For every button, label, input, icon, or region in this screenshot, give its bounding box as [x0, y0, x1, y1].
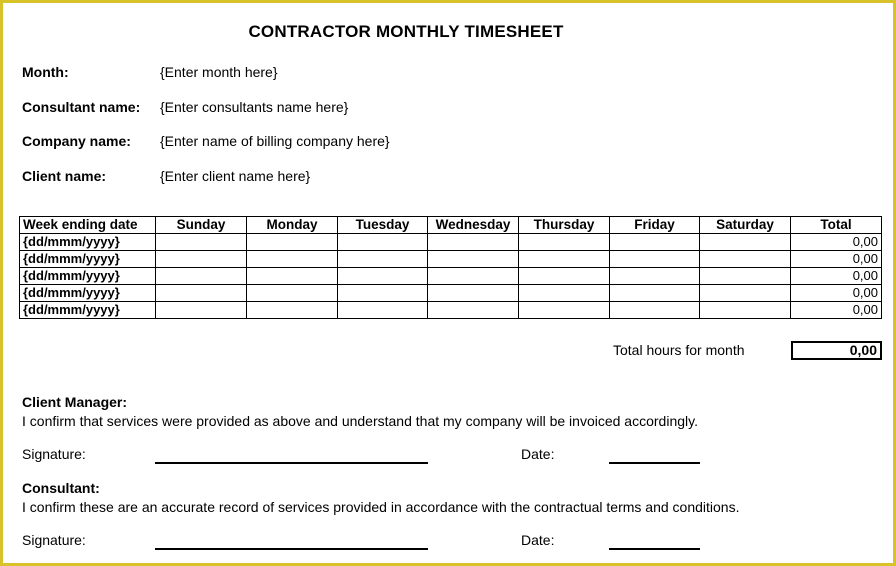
page-title: CONTRACTOR MONTHLY TIMESHEET — [248, 22, 564, 41]
saturday-cell[interactable] — [700, 234, 791, 251]
week-ending-cell[interactable]: {dd/mmm/yyyy} — [20, 285, 156, 302]
wednesday-cell[interactable] — [428, 251, 519, 268]
col-header-thursday: Thursday — [519, 217, 610, 234]
tuesday-cell[interactable] — [338, 234, 428, 251]
total-hours-value: 0,00 — [791, 341, 882, 360]
week-ending-cell[interactable]: {dd/mmm/yyyy} — [20, 302, 156, 319]
row-total-cell: 0,00 — [791, 268, 882, 285]
month-field[interactable]: {Enter month here} — [160, 64, 278, 80]
tuesday-cell[interactable] — [338, 268, 428, 285]
consultant-name-field[interactable]: {Enter consultants name here} — [160, 99, 349, 115]
thursday-cell[interactable] — [519, 251, 610, 268]
col-header-week-ending: Week ending date — [20, 217, 156, 234]
col-header-tuesday: Tuesday — [338, 217, 428, 234]
consultant-statement: I confirm these are an accurate record of services provided in accordance with the contractual terms and conditions. — [22, 499, 740, 515]
thursday-cell[interactable] — [519, 302, 610, 319]
thursday-cell[interactable] — [519, 268, 610, 285]
wednesday-cell[interactable] — [428, 302, 519, 319]
client-name-field[interactable]: {Enter client name here} — [160, 168, 311, 184]
table-header-row — [20, 217, 882, 234]
wednesday-cell[interactable] — [428, 268, 519, 285]
saturday-cell[interactable] — [700, 268, 791, 285]
col-header-monday: Monday — [247, 217, 338, 234]
timesheet-table — [19, 216, 882, 319]
consultant-date-label: Date: — [521, 532, 555, 548]
tuesday-cell[interactable] — [338, 251, 428, 268]
friday-cell[interactable] — [610, 251, 700, 268]
col-header-friday: Friday — [610, 217, 700, 234]
company-name-field[interactable]: {Enter name of billing company here} — [160, 133, 390, 149]
sunday-cell[interactable] — [156, 285, 247, 302]
client-manager-statement: I confirm that services were provided as above and understand that my company will be invoiced accordingly. — [22, 413, 698, 429]
friday-cell[interactable] — [610, 285, 700, 302]
client-manager-title: Client Manager: — [22, 394, 128, 410]
sunday-cell[interactable] — [156, 268, 247, 285]
consultant-name-label: Consultant name: — [22, 99, 141, 115]
week-ending-cell[interactable]: {dd/mmm/yyyy} — [20, 234, 156, 251]
week-ending-cell[interactable]: {dd/mmm/yyyy} — [20, 251, 156, 268]
consultant-signature-line[interactable] — [155, 548, 428, 550]
table-row — [20, 234, 882, 251]
row-total-cell: 0,00 — [791, 302, 882, 319]
consultant-date-line[interactable] — [609, 548, 700, 550]
table-row — [20, 268, 882, 285]
week-ending-cell[interactable]: {dd/mmm/yyyy} — [20, 268, 156, 285]
col-header-total: Total — [791, 217, 882, 234]
saturday-cell[interactable] — [700, 251, 791, 268]
client-manager-signature-line[interactable] — [155, 462, 428, 464]
monday-cell[interactable] — [247, 234, 338, 251]
total-hours-label: Total hours for month — [613, 342, 745, 358]
col-header-saturday: Saturday — [700, 217, 791, 234]
monday-cell[interactable] — [247, 285, 338, 302]
sunday-cell[interactable] — [156, 234, 247, 251]
tuesday-cell[interactable] — [338, 302, 428, 319]
tuesday-cell[interactable] — [338, 285, 428, 302]
friday-cell[interactable] — [610, 302, 700, 319]
row-total-cell: 0,00 — [791, 251, 882, 268]
row-total-cell: 0,00 — [791, 285, 882, 302]
friday-cell[interactable] — [610, 268, 700, 285]
table-row — [20, 302, 882, 319]
consultant-title: Consultant: — [22, 480, 100, 496]
row-total-cell: 0,00 — [791, 234, 882, 251]
thursday-cell[interactable] — [519, 234, 610, 251]
sunday-cell[interactable] — [156, 302, 247, 319]
client-manager-date-line[interactable] — [609, 462, 700, 464]
client-manager-signature-label: Signature: — [22, 446, 86, 462]
monday-cell[interactable] — [247, 302, 338, 319]
table-row — [20, 285, 882, 302]
col-header-sunday: Sunday — [156, 217, 247, 234]
monday-cell[interactable] — [247, 268, 338, 285]
friday-cell[interactable] — [610, 234, 700, 251]
col-header-wednesday: Wednesday — [428, 217, 519, 234]
month-label: Month: — [22, 64, 69, 80]
wednesday-cell[interactable] — [428, 234, 519, 251]
saturday-cell[interactable] — [700, 285, 791, 302]
table-row — [20, 251, 882, 268]
company-name-label: Company name: — [22, 133, 131, 149]
client-manager-date-label: Date: — [521, 446, 555, 462]
wednesday-cell[interactable] — [428, 285, 519, 302]
client-name-label: Client name: — [22, 168, 107, 184]
thursday-cell[interactable] — [519, 285, 610, 302]
monday-cell[interactable] — [247, 251, 338, 268]
sunday-cell[interactable] — [156, 251, 247, 268]
consultant-signature-label: Signature: — [22, 532, 86, 548]
saturday-cell[interactable] — [700, 302, 791, 319]
